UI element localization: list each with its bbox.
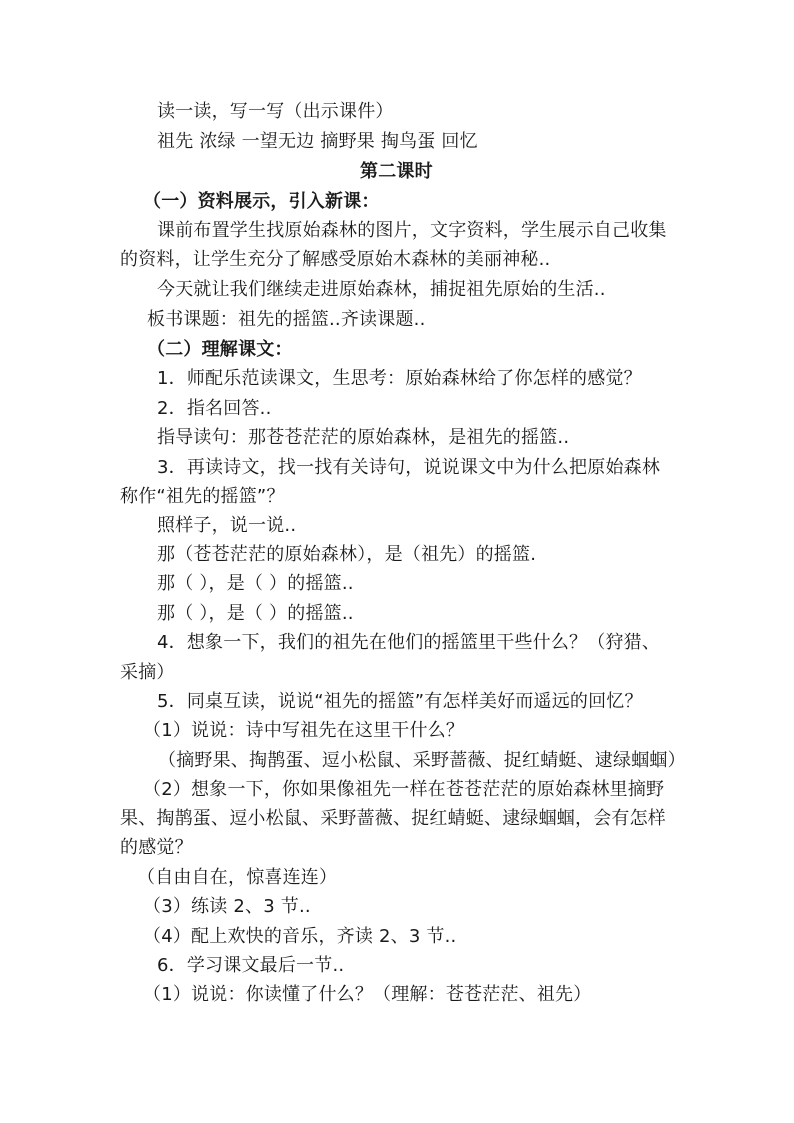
text-line: 5．同桌互读，说说“祖先的摇篮”有怎样美好而遥远的回忆？	[157, 691, 643, 712]
fill-in-line: 那（ ），是（ ）的摇篮..	[157, 603, 354, 624]
text-line: 今天就让我们继续走进原始森林，捕捉祖先原始的生活..	[157, 279, 606, 300]
text-line: 照样子，说一说..	[157, 515, 297, 536]
text-line: 板书课题：祖先的摇篮..齐读课题..	[147, 309, 426, 330]
text-line: 3．再读诗文，找一找有关诗句，说说课文中为什么把原始森林	[157, 457, 661, 478]
text-line: （1）说说：诗中写祖先在这里干什么？	[143, 720, 465, 741]
text-line: 1．师配乐范读课文，生思考：原始森林给了你怎样的感觉？	[157, 368, 642, 389]
text-line: 课前布置学生找原始森林的图片，文字资料，学生展示自己收集	[157, 220, 667, 241]
text-line: 指导读句：那苍苍茫茫的原始森林，是祖先的摇篮..	[157, 427, 570, 448]
text-line: （摘野果、掏鹊蛋、逗小松鼠、采野蔷薇、捉红蜻蜓、逮绿蝈蝈）	[158, 750, 686, 771]
fill-in-line: 那（ ），是（ ）的摇篮..	[157, 573, 354, 594]
text-line: 6．学习课文最后一节..	[157, 955, 345, 976]
subsection-heading: （一）资料展示，引入新课：	[143, 191, 380, 212]
text-line: （1）说说：你读懂了什么？（理解：苍苍茫茫、祖先）	[143, 984, 592, 1005]
text-line: （2）想象一下，你如果像祖先一样在苍苍茫茫的原始森林里摘野	[143, 779, 665, 800]
text-line: 采摘）	[120, 662, 175, 683]
text-line: 果、掏鹊蛋、逗小松鼠、采野蔷薇、捉红蜻蜓、逮绿蝈蝈，会有怎样	[120, 808, 666, 829]
text-line: 2．指名回答..	[157, 398, 272, 419]
text-line: 读一读，写一写（出示课件）	[157, 101, 394, 122]
text-line: 的感觉？	[120, 837, 193, 858]
text-line: 称作“祖先的摇篮”？	[120, 486, 285, 507]
section-heading: 第二课时	[360, 161, 433, 182]
text-line: 4．想象一下，我们的祖先在他们的摇篮里干些什么？（狩猎、	[157, 632, 661, 653]
text-line: 那（苍苍茫茫的原始森林），是（祖先）的摇篮.	[157, 544, 537, 565]
text-line: （自由自在，惊喜连连）	[137, 867, 338, 888]
text-line: 的资料，让学生充分了解感受原始木森林的美丽神秘..	[120, 249, 551, 270]
text-line: （3）练读 2、3 节..	[143, 896, 311, 917]
vocabulary-line: 祖先 浓绿 一望无边 摘野果 掏鸟蛋 回忆	[157, 131, 478, 152]
text-line: （4）配上欢快的音乐，齐读 2、3 节..	[143, 926, 457, 947]
subsection-heading: （二）理解课文：	[147, 339, 293, 360]
